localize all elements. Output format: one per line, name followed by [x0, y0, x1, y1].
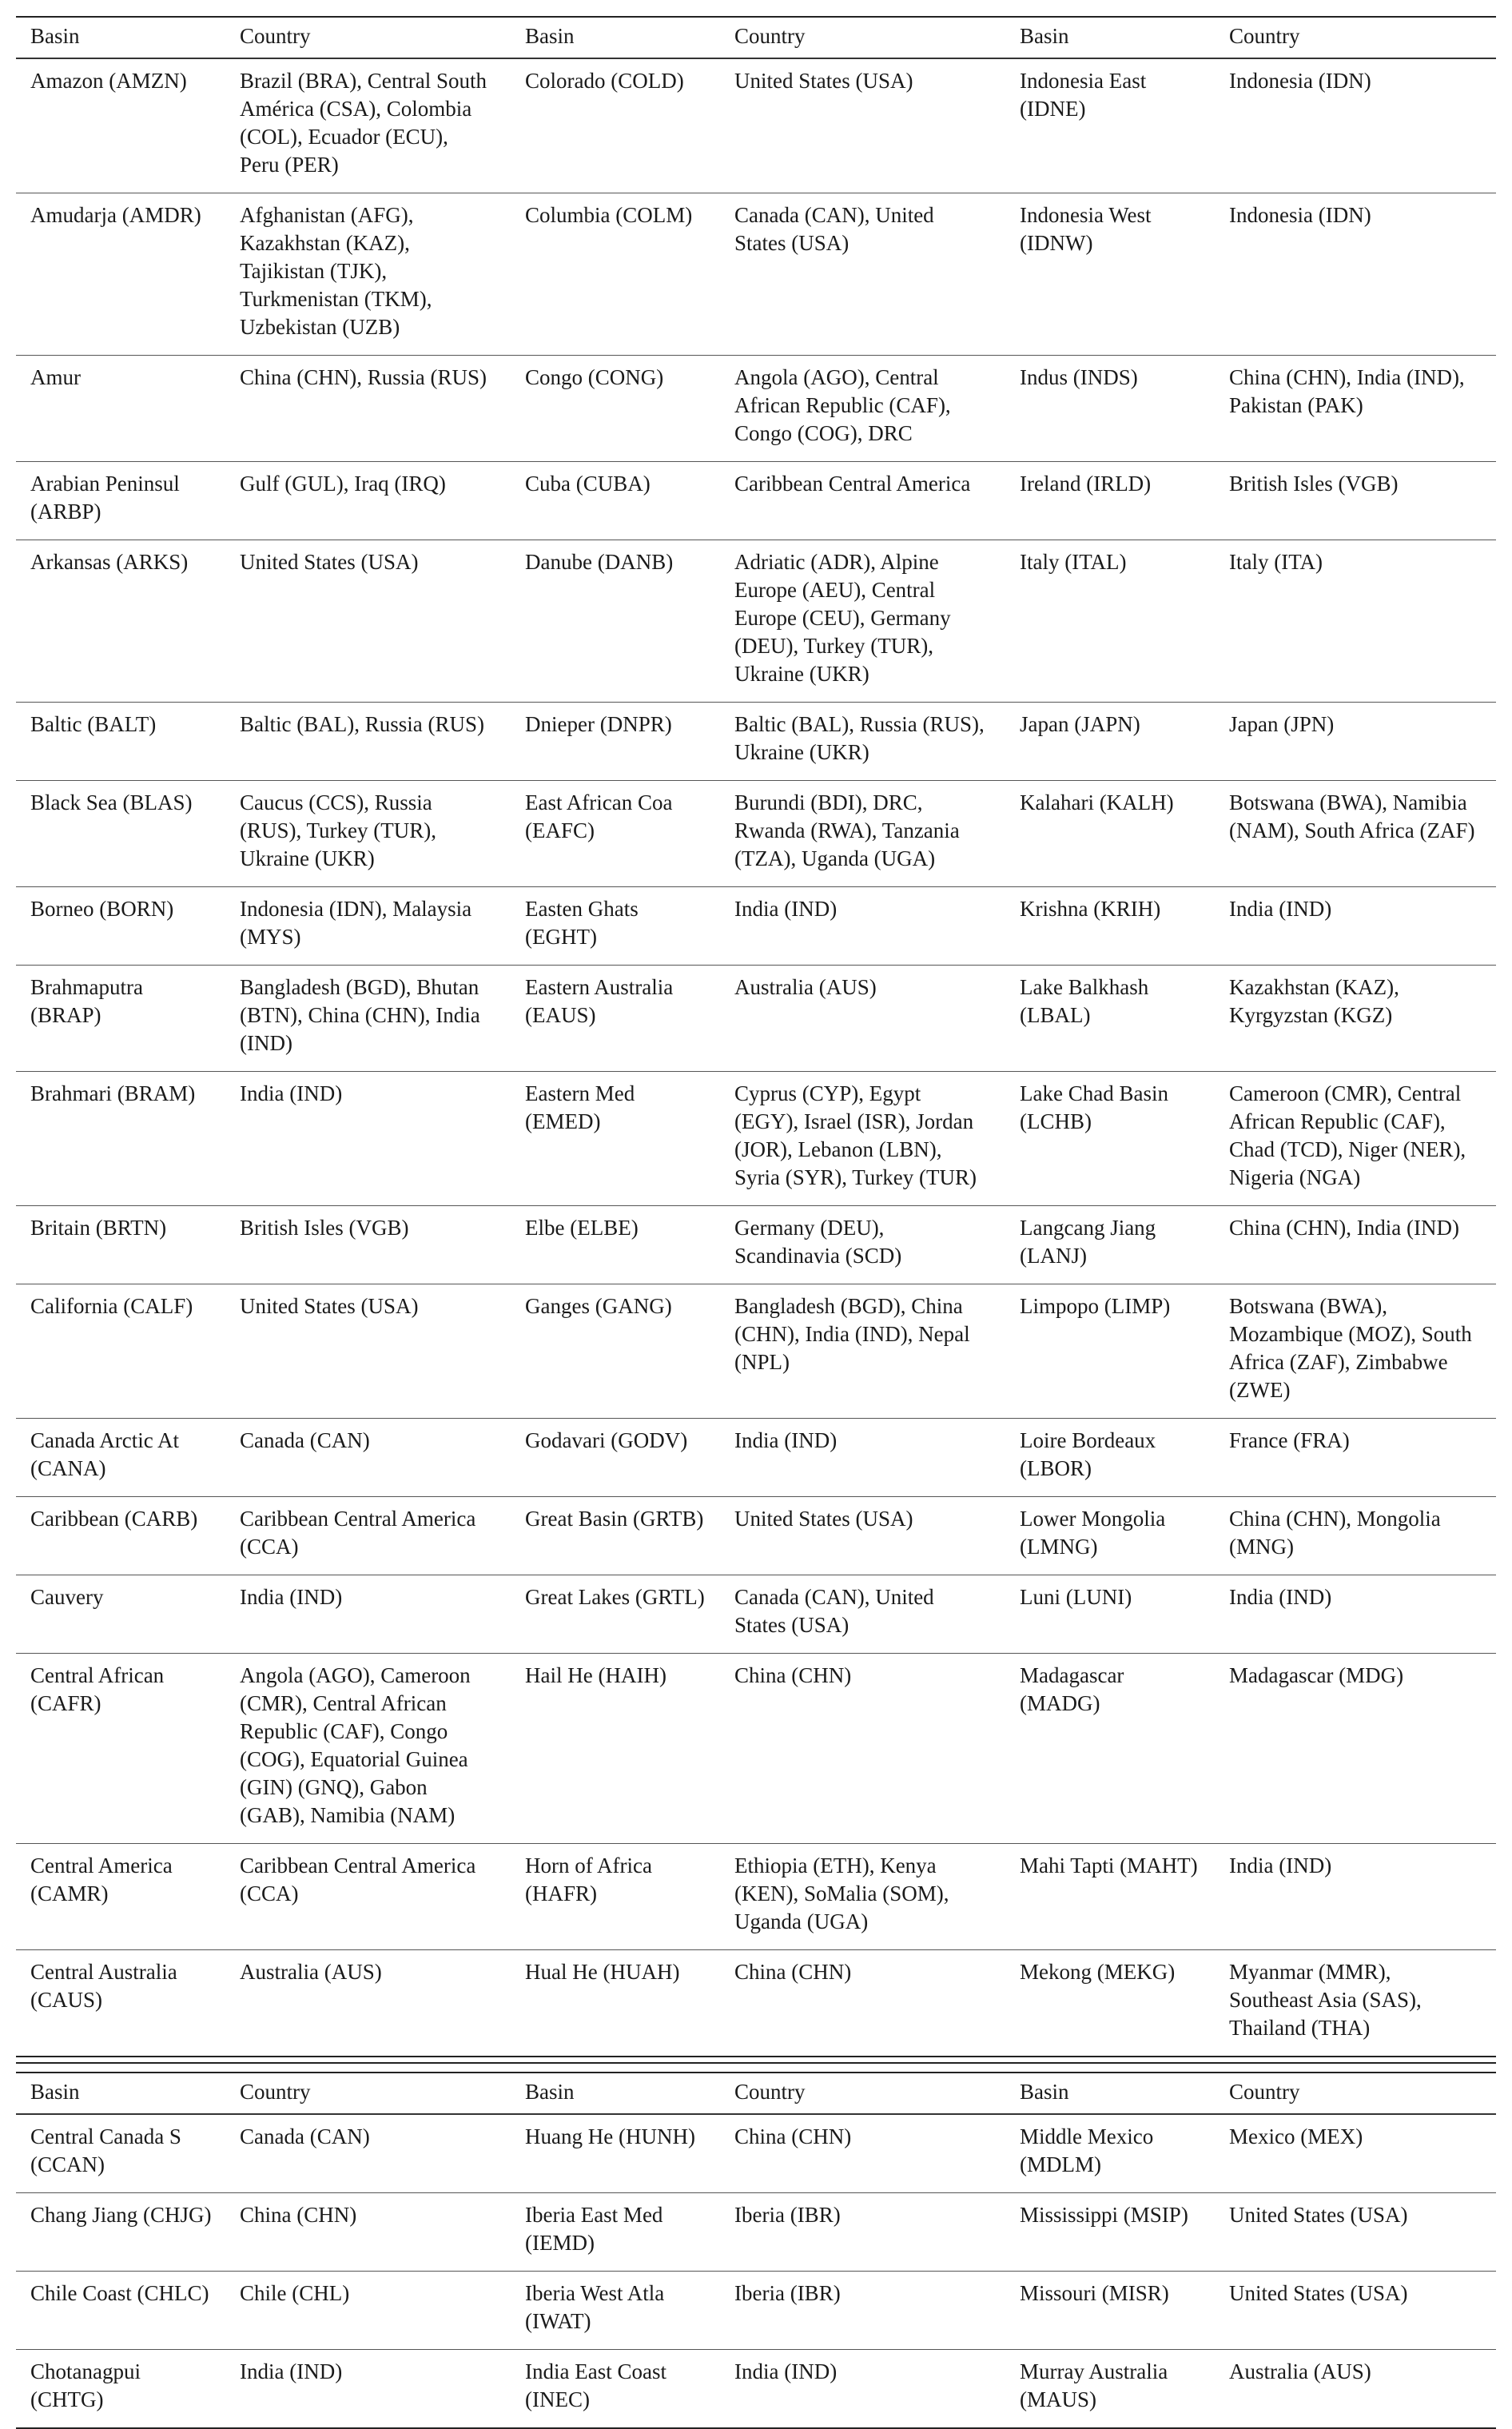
table-row: [16, 1950, 1496, 2057]
basin-cell: Iberia East Med (IEMD): [525, 2203, 663, 2255]
basin-cell: Hual He (HUAH): [525, 1960, 680, 1984]
basin-cell: Easten Ghats (EGHT): [525, 897, 639, 949]
basin-cell: Horn of Africa (HAFR): [525, 1854, 652, 1905]
country-cell: China (CHN): [734, 1663, 852, 1687]
country-cell: United States (USA): [240, 550, 419, 574]
basin-cell: Lower Mongolia (LMNG): [1020, 1507, 1166, 1559]
basin-cell: Lake Chad Basin (LCHB): [1020, 1081, 1168, 1133]
column-header-country: Country: [240, 24, 311, 48]
country-cell: Canada (CAN): [240, 1428, 370, 1452]
country-cell: Adriatic (ADR), Alpine Europe (AEU), Central Europe (CEU), Germany (DEU), Turkey (TUR), Ukraine (UKR): [734, 550, 951, 686]
country-cell: India (IND): [734, 1428, 838, 1452]
country-cell: India (IND): [240, 1081, 343, 1105]
table-row: [16, 462, 1496, 540]
basin-cell: Dnieper (DNPR): [525, 712, 672, 736]
country-cell: Indonesia (IDN), Malaysia (MYS): [240, 897, 472, 949]
basin-cell: Luni (LUNI): [1020, 1585, 1132, 1609]
basin-cell: Danube (DANB): [525, 550, 674, 574]
country-cell: India (IND): [240, 1585, 343, 1609]
basin-cell: Krishna (KRIH): [1020, 897, 1161, 921]
country-cell: Cyprus (CYP), Egypt (EGY), Israel (ISR), Jordan (JOR), Lebanon (LBN), Syria (SYR), Turkey (TUR): [734, 1081, 977, 1189]
basin-cell: Chile Coast (CHLC): [30, 2281, 209, 2305]
table-row: [16, 193, 1496, 356]
country-cell: Madagascar (MDG): [1229, 1663, 1404, 1687]
basin-cell: Eastern Med (EMED): [525, 1081, 635, 1133]
country-cell: China (CHN), Russia (RUS): [240, 365, 487, 389]
table-row: [16, 1419, 1496, 1497]
country-cell: Indonesia (IDN): [1229, 69, 1371, 93]
basin-country-table-2: [16, 2072, 1496, 2429]
country-cell: China (CHN): [240, 2203, 357, 2227]
section-divider: [16, 2062, 1496, 2064]
basin-cell: Mississippi (MSIP): [1020, 2203, 1188, 2227]
country-cell: Angola (AGO), Central African Republic (CAF), Congo (COG), DRC: [734, 365, 951, 445]
basin-cell: Godavari (GODV): [525, 1428, 688, 1452]
country-cell: Caribbean Central America (CCA): [240, 1507, 476, 1559]
table-row: [16, 781, 1496, 887]
basin-cell: Central African (CAFR): [30, 1663, 165, 1715]
basin-cell: Great Lakes (GRTL): [525, 1585, 705, 1609]
basin-cell: Indonesia West (IDNW): [1020, 203, 1152, 255]
country-cell: Chile (CHL): [240, 2281, 350, 2305]
table-row: [16, 356, 1496, 462]
table-row: [16, 1284, 1496, 1419]
basin-cell: Middle Mexico (MDLM): [1020, 2124, 1154, 2176]
column-header-basin: Basin: [30, 24, 80, 48]
country-cell: Botswana (BWA), Mozambique (MOZ), South Africa (ZAF), Zimbabwe (ZWE): [1229, 1294, 1472, 1402]
country-cell: Angola (AGO), Cameroon (CMR), Central African Republic (CAF), Congo (COG), Equatorial Guinea (GIN) (GNQ), Gabon (GAB), Namibia (NAM): [240, 1663, 471, 1827]
basin-cell: Arabian Peninsul (ARBP): [30, 472, 180, 524]
table-row: [16, 2272, 1496, 2350]
country-cell: Myanmar (MMR), Southeast Asia (SAS), Thailand (THA): [1229, 1960, 1422, 2040]
basin-cell: California (CALF): [30, 1294, 193, 1318]
country-cell: Bangladesh (BGD), China (CHN), India (IND), Nepal (NPL): [734, 1294, 970, 1374]
basin-cell: Limpopo (LIMP): [1020, 1294, 1171, 1318]
basin-cell: Madagascar (MADG): [1020, 1663, 1124, 1715]
basin-cell: Mekong (MEKG): [1020, 1960, 1176, 1984]
country-cell: Gulf (GUL), Iraq (IRQ): [240, 472, 446, 496]
basin-cell: Colorado (COLD): [525, 69, 684, 93]
basin-cell: Brahmari (BRAM): [30, 1081, 196, 1105]
table-row: [16, 966, 1496, 1072]
basin-cell: Britain (BRTN): [30, 1216, 167, 1240]
column-header-basin: Basin: [525, 24, 575, 48]
basin-cell: Columbia (COLM): [525, 203, 693, 227]
basin-country-table-1: [16, 16, 1496, 2057]
country-cell: Germany (DEU), Scandinavia (SCD): [734, 1216, 902, 1268]
basin-cell: Eastern Australia (EAUS): [525, 975, 674, 1027]
table-row: [16, 1575, 1496, 1654]
basin-cell: East African Coa (EAFC): [525, 790, 673, 842]
country-cell: Mexico (MEX): [1229, 2124, 1363, 2148]
table-1-body: [16, 58, 1496, 2057]
basin-cell: Amazon (AMZN): [30, 69, 187, 93]
basin-cell: Chang Jiang (CHJG): [30, 2203, 212, 2227]
basin-cell: Caribbean (CARB): [30, 1507, 198, 1531]
basin-cell: Elbe (ELBE): [525, 1216, 639, 1240]
country-cell: Canada (CAN), United States (USA): [734, 203, 934, 255]
country-cell: Australia (AUS): [1229, 2359, 1371, 2383]
country-cell: Burundi (BDI), DRC, Rwanda (RWA), Tanzania (TZA), Uganda (UGA): [734, 790, 960, 870]
basin-cell: Lake Balkhash (LBAL): [1020, 975, 1149, 1027]
column-header-country: Country: [734, 2080, 806, 2104]
country-cell: Botswana (BWA), Namibia (NAM), South Africa (ZAF): [1229, 790, 1475, 842]
basin-cell: Black Sea (BLAS): [30, 790, 193, 814]
basin-cell: Amur: [30, 365, 81, 389]
basin-cell: Arkansas (ARKS): [30, 550, 189, 574]
country-cell: Japan (JPN): [1229, 712, 1335, 736]
basin-cell: Japan (JAPN): [1020, 712, 1140, 736]
table-row: [16, 1497, 1496, 1575]
basin-cell: India East Coast (INEC): [525, 2359, 666, 2411]
basin-cell: Iberia West Atla (IWAT): [525, 2281, 665, 2333]
country-cell: China (CHN), India (IND): [1229, 1216, 1459, 1240]
country-cell: India (IND): [1229, 1585, 1332, 1609]
basin-cell: Mahi Tapti (MAHT): [1020, 1854, 1198, 1877]
table-row: [16, 887, 1496, 966]
basin-cell: Central America (CAMR): [30, 1854, 173, 1905]
table-row: [16, 703, 1496, 781]
country-cell: India (IND): [734, 2359, 838, 2383]
basin-cell: Missouri (MISR): [1020, 2281, 1169, 2305]
basin-cell: Central Australia (CAUS): [30, 1960, 177, 2012]
column-header-basin: Basin: [525, 2080, 575, 2104]
country-cell: Iberia (IBR): [734, 2203, 841, 2227]
column-header-basin: Basin: [30, 2080, 80, 2104]
table-row: [16, 1654, 1496, 1844]
basin-cell: Borneo (BORN): [30, 897, 174, 921]
country-cell: Italy (ITA): [1229, 550, 1323, 574]
basin-cell: Chotanagpui (CHTG): [30, 2359, 141, 2411]
country-cell: India (IND): [1229, 1854, 1332, 1877]
column-header-basin: Basin: [1020, 2080, 1069, 2104]
table-row: [16, 1072, 1496, 1206]
basin-cell: Great Basin (GRTB): [525, 1507, 704, 1531]
table-row: [16, 58, 1496, 193]
table-row: [16, 1844, 1496, 1950]
country-cell: Cameroon (CMR), Central African Republic (CAF), Chad (TCD), Niger (NER), Nigeria (NGA): [1229, 1081, 1466, 1189]
country-cell: United States (USA): [734, 69, 913, 93]
basin-cell: Murray Australia (MAUS): [1020, 2359, 1168, 2411]
country-cell: Afghanistan (AFG), Kazakhstan (KAZ), Tajikistan (TJK), Turkmenistan (TKM), Uzbekistan (UZB): [240, 203, 432, 339]
country-cell: Australia (AUS): [240, 1960, 382, 1984]
country-cell: Iberia (IBR): [734, 2281, 841, 2305]
country-cell: China (CHN), Mongolia (MNG): [1229, 1507, 1441, 1559]
country-cell: Caribbean Central America: [734, 472, 971, 496]
table-header-row: [16, 17, 1496, 58]
basin-cell: Indonesia East (IDNE): [1020, 69, 1147, 121]
basin-cell: Cuba (CUBA): [525, 472, 651, 496]
column-header-country: Country: [240, 2080, 311, 2104]
basin-cell: Brahmaputra (BRAP): [30, 975, 143, 1027]
country-cell: Baltic (BAL), Russia (RUS), Ukraine (UKR): [734, 712, 985, 764]
basin-cell: Hail He (HAIH): [525, 1663, 666, 1687]
basin-cell: Loire Bordeaux (LBOR): [1020, 1428, 1156, 1480]
basin-cell: Congo (CONG): [525, 365, 664, 389]
country-cell: British Isles (VGB): [240, 1216, 409, 1240]
country-cell: British Isles (VGB): [1229, 472, 1399, 496]
country-cell: China (CHN), India (IND), Pakistan (PAK): [1229, 365, 1465, 417]
country-cell: Canada (CAN), United States (USA): [734, 1585, 934, 1637]
basin-cell: Langcang Jiang (LANJ): [1020, 1216, 1156, 1268]
basin-cell: Italy (ITAL): [1020, 550, 1127, 574]
table-row: [16, 2193, 1496, 2272]
table-row: [16, 1206, 1496, 1284]
table-2-body: [16, 2114, 1496, 2428]
country-cell: France (FRA): [1229, 1428, 1350, 1452]
basin-cell: Huang He (HUNH): [525, 2124, 695, 2148]
table-row: [16, 540, 1496, 703]
country-cell: Ethiopia (ETH), Kenya (KEN), SoMalia (SOM), Uganda (UGA): [734, 1854, 949, 1933]
country-cell: India (IND): [734, 897, 838, 921]
country-cell: United States (USA): [1229, 2203, 1408, 2227]
basin-cell: Canada Arctic At (CANA): [30, 1428, 179, 1480]
country-cell: Baltic (BAL), Russia (RUS): [240, 712, 484, 736]
country-cell: China (CHN): [734, 1960, 852, 1984]
basin-cell: Baltic (BALT): [30, 712, 157, 736]
column-header-country: Country: [1229, 24, 1300, 48]
basin-cell: Cauvery: [30, 1585, 104, 1609]
basin-cell: Kalahari (KALH): [1020, 790, 1174, 814]
basin-cell: Ireland (IRLD): [1020, 472, 1152, 496]
basin-cell: Indus (INDS): [1020, 365, 1138, 389]
country-cell: United States (USA): [1229, 2281, 1408, 2305]
country-cell: India (IND): [240, 2359, 343, 2383]
country-cell: Indonesia (IDN): [1229, 203, 1371, 227]
country-cell: India (IND): [1229, 897, 1332, 921]
country-cell: Canada (CAN): [240, 2124, 370, 2148]
country-cell: United States (USA): [240, 1294, 419, 1318]
country-cell: Australia (AUS): [734, 975, 877, 999]
country-cell: Kazakhstan (KAZ), Kyrgyzstan (KGZ): [1229, 975, 1399, 1027]
column-header-basin: Basin: [1020, 24, 1069, 48]
country-cell: United States (USA): [734, 1507, 913, 1531]
basin-cell: Central Canada S (CCAN): [30, 2124, 181, 2176]
table-row: [16, 2114, 1496, 2193]
country-cell: Brazil (BRA), Central South América (CSA), Colombia (COL), Ecuador (ECU), Peru (PER): [240, 69, 487, 177]
column-header-country: Country: [1229, 2080, 1300, 2104]
country-cell: Caucus (CCS), Russia (RUS), Turkey (TUR), Ukraine (UKR): [240, 790, 437, 870]
table-header-row: [16, 2073, 1496, 2114]
basin-cell: Amudarja (AMDR): [30, 203, 201, 227]
column-header-country: Country: [734, 24, 806, 48]
country-cell: China (CHN): [734, 2124, 852, 2148]
basin-cell: Ganges (GANG): [525, 1294, 672, 1318]
table-row: [16, 2350, 1496, 2429]
country-cell: Caribbean Central America (CCA): [240, 1854, 476, 1905]
country-cell: Bangladesh (BGD), Bhutan (BTN), China (CHN), India (IND): [240, 975, 480, 1055]
